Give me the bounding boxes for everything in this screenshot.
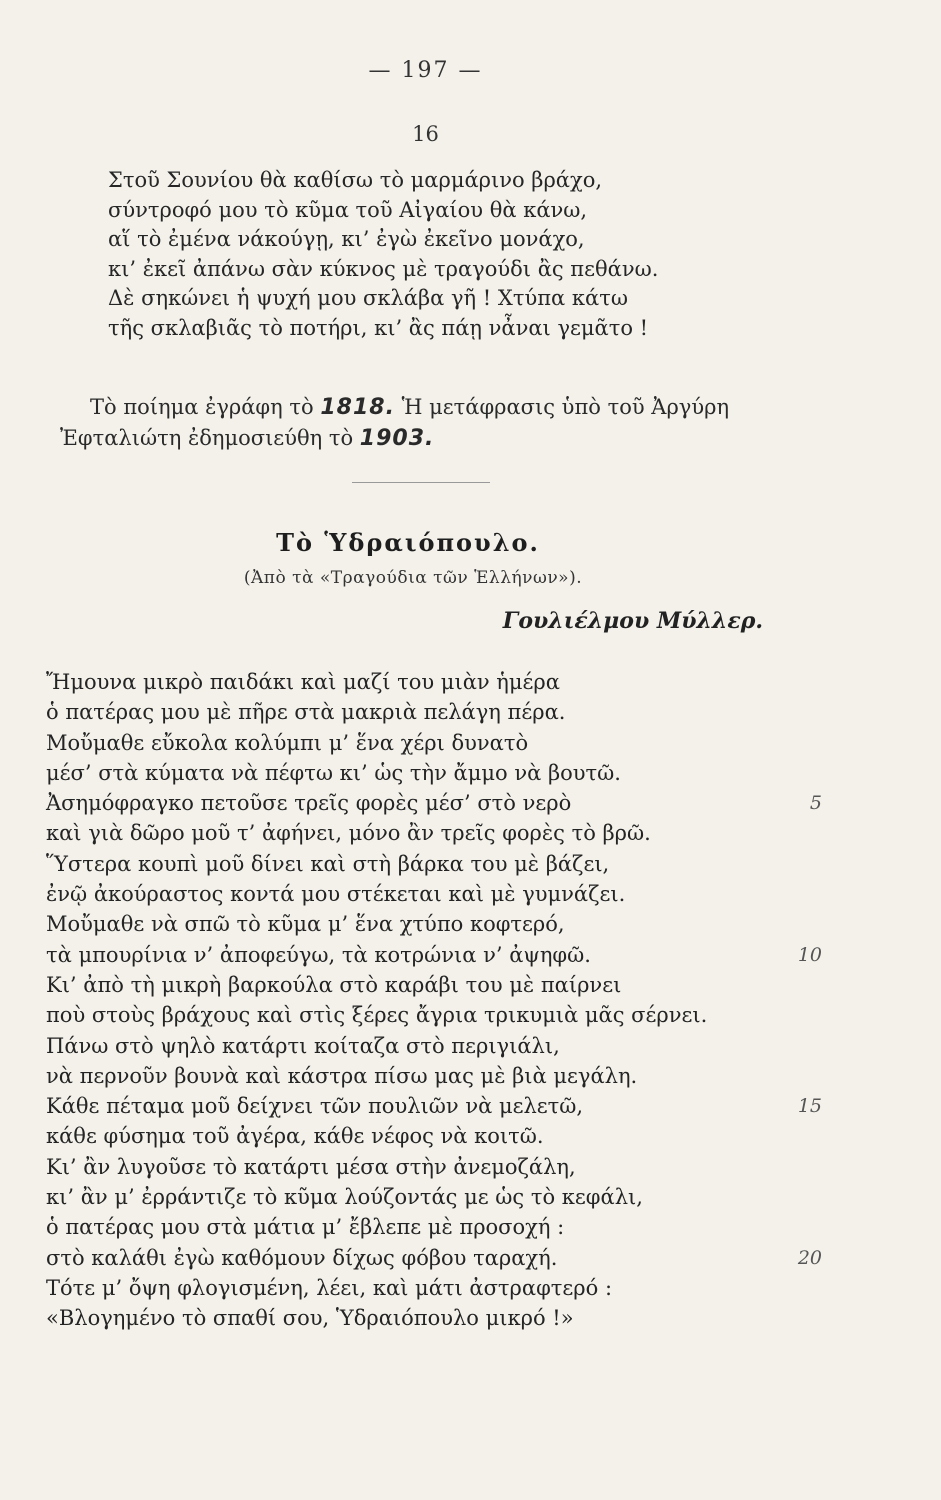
poem-line-text: στὸ καλάθι ἐγὼ καθόμουν δίχως φόβου ταραχή. xyxy=(46,1245,558,1270)
stanza xyxy=(108,166,658,343)
poem-line xyxy=(46,849,707,879)
poem-subtitle: (Ἀπὸ τὰ «Τραγούδια τῶν Ἑλλήνων»). xyxy=(243,568,583,588)
poem-line xyxy=(46,1061,707,1091)
poem-author: Γουλιέλμου Μύλλερ. xyxy=(502,608,763,634)
publication-note xyxy=(60,392,729,454)
poem-line-text: κάθε φύσημα τοῦ ἀγέρα, κάθε νέφος νὰ κοιτῶ. xyxy=(46,1124,544,1149)
poem-line-text: Ὕστερα κουπὶ μοῦ δίνει καὶ στὴ βάρκα του μὲ βάζει, xyxy=(46,851,610,876)
poem-line-text: ὁ πατέρας μου στὰ μάτια μ’ ἔβλεπε μὲ προσοχή : xyxy=(46,1215,565,1240)
poem-line-text: Κι’ ἂν λυγοῦσε τὸ κατάρτι μέσα στὴν ἀνεμοζάλη, xyxy=(46,1154,576,1179)
poem-line-text: Μοὔμαθε εὔκολα κολύμπι μ’ ἕνα χέρι δυνατὸ xyxy=(46,730,529,755)
poem-line xyxy=(46,940,822,970)
poem-line xyxy=(46,1031,707,1061)
poem-line xyxy=(46,728,707,758)
poem-title: Τὸ Ὑδραιόπουλο. xyxy=(276,528,540,557)
stanza-line: Στοῦ Σουνίου θὰ καθίσω τὸ μαρμάρινο βράχο, xyxy=(108,168,603,192)
poem-line-text: Ἀσημόφραγκο πετοῦσε τρεῖς φορὲς μέσ’ στὸ νερὸ xyxy=(46,791,572,816)
poem-line xyxy=(46,1182,707,1212)
poem-line-text: ποὺ στοὺς βράχους καὶ στὶς ξέρες ἄγρια τρικυμιὰ μᾶς σέρνει. xyxy=(46,1003,708,1028)
poem-line-text: «Βλογημένο τὸ σπαθί σου, Ὑδραιόπουλο μικρό !» xyxy=(46,1306,574,1331)
poem-line-text: Ἤμουνα μικρὸ παιδάκι καὶ μαζί του μιὰν ἡμέρα xyxy=(46,670,560,694)
poem-line-text: Μοὔμαθε νὰ σπῶ τὸ κῦμα μ’ ἕνα χτύπο κοφτερό, xyxy=(46,912,565,937)
page-number: — 197 — xyxy=(368,58,483,83)
poem-line xyxy=(46,1121,707,1151)
poem-line xyxy=(46,1000,707,1030)
poem-line xyxy=(46,1152,707,1182)
poem-line-text: νὰ περνοῦν βουνὰ καὶ κάστρα πίσω μας μὲ βιὰ μεγάλη. xyxy=(46,1063,638,1088)
stanza-line: Δὲ σηκώνει ἡ ψυχή μου σκλάβα γῆ ! Χτύπα κάτω xyxy=(108,286,628,310)
line-number: 20 xyxy=(797,1246,822,1269)
poem-body xyxy=(46,667,822,1334)
poem-line-text: ὁ πατέρας μου μὲ πῆρε στὰ μακριὰ πελάγη πέρα. xyxy=(46,700,566,725)
poem-line-text: ἐνῷ ἀκούραστος κοντά μου στέκεται καὶ μὲ γυμνάζει. xyxy=(46,882,626,907)
poem-line-text: Πάνω στὸ ψηλὸ κατάρτι κοίταζα στὸ περιγιάλι, xyxy=(46,1033,560,1058)
poem-line xyxy=(46,970,707,1000)
poem-line xyxy=(46,788,822,818)
poem-line-text: τὰ μπουρίνια ν’ ἀποφεύγω, τὰ κοτρώνια ν’ ἀψηφῶ. xyxy=(46,942,591,967)
poem-line-text: κι’ ἂν μ’ ἐρράντιζε τὸ κῦμα λούζοντάς με ὡς τὸ κεφάλι, xyxy=(46,1185,643,1210)
poem-line xyxy=(46,758,707,788)
note-year: 1818. xyxy=(320,395,395,420)
stanza-line: κι’ ἐκεῖ ἀπάνω σὰν κύκνος μὲ τραγούδι ἂς πεθάνω. xyxy=(108,256,659,281)
stanza-line: αἵ τὸ ἐμένα νάκούγῃ, κι’ ἐγὼ ἐκεῖνο μονάχο, xyxy=(108,227,585,251)
poem-line xyxy=(46,667,707,697)
poem-line xyxy=(46,1273,707,1303)
poem-line xyxy=(46,818,707,848)
poem-line xyxy=(46,879,707,909)
line-number: 15 xyxy=(797,1095,822,1118)
note-text: Ἡ μετάφρασις ὑπὸ τοῦ Ἀργύρη xyxy=(394,395,730,419)
poem-line xyxy=(46,1091,822,1121)
note-text: Ἐφταλιώτη ἐδημοσιεύθη τὸ xyxy=(60,426,360,450)
stanza-line: σύντροφό μου τὸ κῦμα τοῦ Αἰγαίου θὰ κάνω, xyxy=(108,197,588,222)
poem-line-text: Κι’ ἀπὸ τὴ μικρὴ βαρκούλα στὸ καράβι του μὲ παίρνει xyxy=(46,972,622,997)
poem-line xyxy=(46,1303,707,1333)
poem-line-text: καὶ γιὰ δῶρο μοῦ τ’ ἀφήνει, μόνο ἂν τρεῖς φορὲς τὸ βρῶ. xyxy=(46,821,651,846)
note-line-2 xyxy=(60,423,729,454)
line-number: 5 xyxy=(809,792,822,815)
poem-line-text: Κάθε πέταμα μοῦ δείχνει τῶν πουλιῶν νὰ μελετῶ, xyxy=(46,1094,584,1119)
poem-number: 16 xyxy=(412,122,439,146)
poem-line-text: Τότε μ’ ὄψη φλογισμένη, λέει, καὶ μάτι ἀστραφτερό : xyxy=(46,1275,613,1300)
section-divider xyxy=(352,482,490,483)
note-year: 1903. xyxy=(359,426,435,451)
poem-line-text: μέσ’ στὰ κύματα νὰ πέφτω κι’ ὡς τὴν ἄμμο νὰ βουτῶ. xyxy=(46,760,621,785)
stanza-line: τῆς σκλαβιᾶς τὸ ποτήρι, κι’ ἂς πάῃ νἆναι γεμᾶτο ! xyxy=(108,315,649,340)
poem-line xyxy=(46,909,707,939)
poem-line xyxy=(46,697,707,727)
note-line-1 xyxy=(60,392,729,423)
poem-line xyxy=(46,1212,707,1242)
line-number: 10 xyxy=(797,943,822,966)
note-text: Τὸ ποίημα ἐγράφη τὸ xyxy=(90,395,321,419)
poem-line xyxy=(46,1243,822,1273)
